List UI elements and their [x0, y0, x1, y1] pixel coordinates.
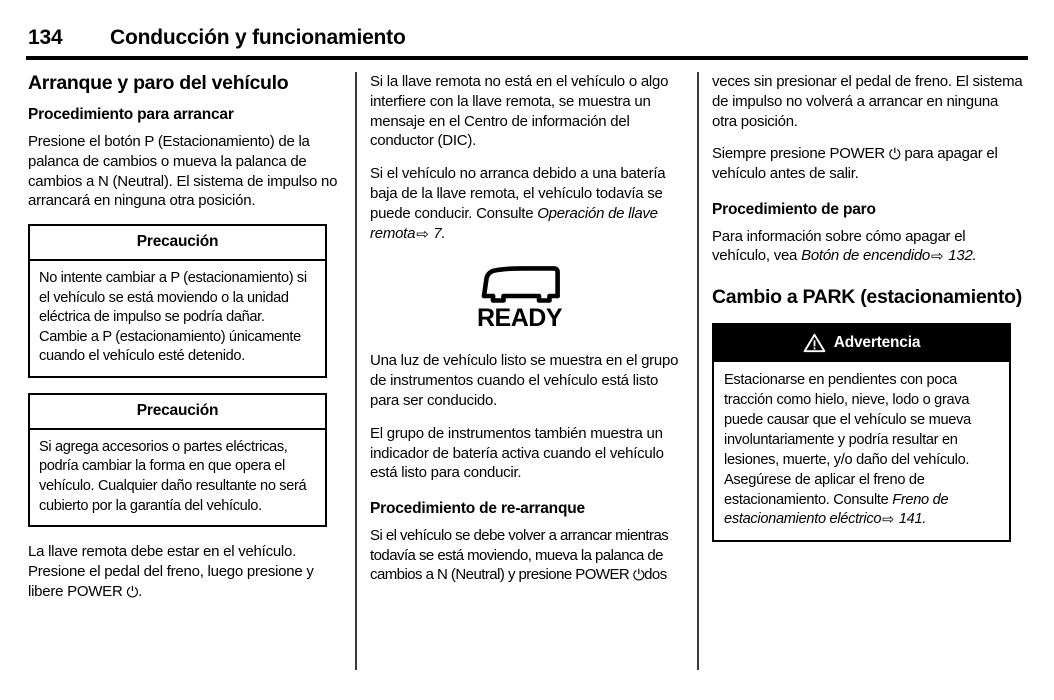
warning-box [712, 323, 1011, 543]
caution-box-1-heading: Precaución [30, 226, 325, 261]
power-icon: ⏻ [632, 567, 645, 585]
subtitle-procedimiento-paro: Procedimiento de paro [712, 200, 876, 218]
paragraph-bateria-baja-text: Si el vehículo no arranca debido a una batería baja de la llave remota, el vehículo todavía se puede conducir. Consulte [370, 165, 666, 222]
xref-operacion-llave-remota: Operación de llave remota [370, 204, 658, 242]
paragraph-re-arranque-text: Si el vehículo se debe volver a arrancar mientras todavía se está moviendo, mueva la palanca de cambios a N (Neutral) y presione POWER [370, 526, 669, 584]
paragraph-siempre-presione-power [712, 144, 1025, 184]
content-columns [28, 72, 1026, 672]
paragraph-arrancar: Presione el botón P (Estacionamiento) de la palanca de cambios o mueva la palanca de cambios a N (Neutral). El sistema de impulso no arrancará en ninguna otra posición. [28, 133, 338, 210]
paragraph-luz-vehiculo-listo: Una luz de vehículo listo se muestra en el grupo de instrumentos cuando el vehículo está listo para ser conducido. [370, 352, 679, 409]
header-rule [26, 56, 1028, 60]
caution-box-2-heading: Precaución [30, 395, 325, 430]
warning-box-body-text: Estacionarse en pendientes con poca tracción como hielo, nieve, lodo o grava puede causar que el vehículo se mueva involuntariamente y podría resultar en lesiones, muerte, y/o daño del vehículo. Asegúrese de aplicar el freno de estacionamiento. Consulte [724, 371, 971, 508]
warning-triangle-icon [803, 333, 826, 353]
paragraph-siempre-presione-text: Siempre presione POWER [712, 145, 889, 163]
column-1 [28, 72, 341, 672]
paragraph-indicador-bateria: El grupo de instrumentos también muestra un indicador de batería activa cuando el vehículo está listo para conducir. [370, 424, 664, 482]
column-gap-2 [683, 72, 712, 672]
page-title: Conducción y funcionamiento [110, 26, 406, 49]
subtitle-procedimiento-arrancar: Procedimiento para arrancar [28, 106, 234, 124]
warning-box-body [714, 362, 1009, 541]
ready-indicator-figure [370, 265, 669, 331]
paragraph-llave-remota [28, 542, 341, 601]
xref-freno-estacionamiento-electrico: Freno de estacionamiento eléctrico [724, 491, 949, 528]
vehicle-ready-icon [477, 265, 563, 305]
xref-arrow-icon: ⇨ [882, 512, 895, 529]
ready-label: READY [476, 304, 562, 333]
caution-box-1-body: No intente cambiar a P (estacionamiento) si el vehículo se está moviendo o la unidad eléctrica de impulso se podría dañar. Cambie a P (estacionamiento) únicamente cuando el vehículo esté detenido. [39, 270, 307, 365]
page-header [28, 18, 1026, 48]
paragraph-llave-remota-end: . [138, 582, 142, 600]
paragraph-veces-sin-presionar: veces sin presionar el pedal de freno. El sistema de impulso no volverá a arrancar en ninguna otra posición. [712, 73, 1023, 130]
xref-page-132: 132. [944, 247, 977, 265]
paragraph-dic: Si la llave remota no está en el vehículo o algo interfiere con la llave remota, se muestra un mensaje en el Centro de información del conductor (DIC). [370, 73, 669, 150]
paragraph-re-arranque-end: dos [644, 566, 667, 584]
column-3 [712, 72, 1025, 672]
caution-box-2 [28, 393, 327, 527]
paragraph-procedimiento-paro [712, 227, 1025, 267]
column-divider-2 [697, 72, 699, 670]
xref-boton-de-encendido: Botón de encendido [801, 247, 931, 265]
column-gap-1 [341, 72, 370, 672]
power-icon: ⏻ [126, 583, 139, 601]
warning-box-heading-label: Advertencia [833, 333, 921, 351]
column-divider-1 [355, 72, 357, 670]
paragraph-llave-remota-text: La llave remota debe estar en el vehículo. Presione el pedal del freno, luego presione y libere POWER [28, 543, 314, 600]
subtitle-re-arranque: Procedimiento de re-arranque [370, 500, 585, 518]
xref-arrow-icon: ⇨ [931, 248, 944, 266]
xref-page-141: 141. [895, 511, 927, 528]
page-number: 134 [28, 26, 63, 49]
paragraph-siempre-presione-end: para apagar el vehículo antes de salir. [712, 145, 998, 183]
caution-box-2-body: Si agrega accesorios o partes eléctricas, podría cambiar la forma en que opera el vehículo. Cualquier daño resultante no será cubierto por la garantía del vehículo. [39, 438, 307, 514]
xref-page-7: 7. [429, 224, 446, 242]
paragraph-re-arranque [370, 526, 683, 585]
section-title-arranque: Arranque y paro del vehículo [28, 72, 289, 94]
warning-box-heading [714, 325, 1009, 362]
paragraph-procedimiento-paro-text: Para información sobre cómo apagar el vehículo, vea [712, 227, 966, 265]
section-title-cambio-park: Cambio a PARK (estacionamiento) [712, 286, 1022, 309]
caution-box-1 [28, 224, 327, 378]
column-2 [370, 72, 683, 672]
xref-arrow-icon: ⇨ [416, 225, 429, 243]
power-icon: ⏻ [888, 146, 901, 164]
paragraph-bateria-baja [370, 164, 683, 243]
